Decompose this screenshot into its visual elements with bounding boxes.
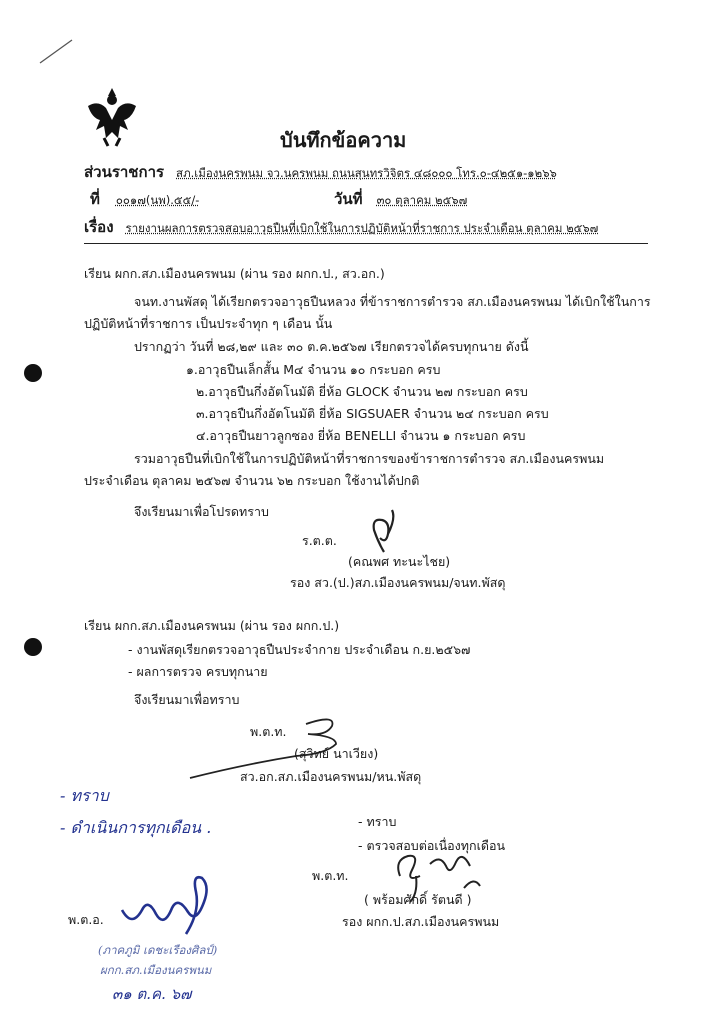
sig3-rank: พ.ต.ท. xyxy=(312,868,349,883)
sig3-position: รอง ผกก.ป.สภ.เมืองนครพนม xyxy=(342,914,500,929)
sig2-rank: พ.ต.ท. xyxy=(250,724,287,739)
sig4-name: (ภาคภูมิ เดชะเรืองศิลป์) xyxy=(98,943,218,957)
date-label: วันที่ xyxy=(334,190,363,208)
ref-row xyxy=(90,187,199,211)
endorse2-line-2: - ตรวจสอบต่อเนื่องทุกเดือน xyxy=(358,838,506,853)
subject-value: รายงานผลการตรวจสอบอาวุธปืนที่เบิกใช้ในการปฏิบัติหน้าที่ราชการ ประจำเดือน ตุลาคม ๒๕๖๗ xyxy=(125,221,599,235)
endorse1-salutation: เรียน ผกก.สภ.เมืองนครพนม (ผ่าน รอง ผกก.ป.) xyxy=(84,618,340,633)
agency-label: ส่วนราชการ xyxy=(84,163,165,181)
sig2-position: สว.อก.สภ.เมืองนครพนม/หน.พัสดุ xyxy=(240,769,422,784)
list-item: ๓.อาวุธปืนกึ่งอัตโนมัติ ยี่ห้อ SIGSUAER จำนวน ๒๔ กระบอก ครบ xyxy=(196,406,549,421)
salutation: เรียน ผกก.สภ.เมืองนครพนม (ผ่าน รอง ผกก.ป., สว.อก.) xyxy=(84,266,385,281)
sig1-name: (คณพศ ทะนะไชย) xyxy=(348,554,451,569)
handwritten-note-1: - ทราบ xyxy=(60,786,109,805)
punch-hole-bottom xyxy=(24,638,42,656)
endorse2-line-1: - ทราบ xyxy=(358,814,397,829)
paragraph-3-line-1: รวมอาวุธปืนที่เบิกใช้ในการปฏิบัติหน้าที่ราชการของข้าราชการตำรวจ สภ.เมืองนครพนม xyxy=(134,451,605,466)
endorse1-line-2: - ผลการตรวจ ครบทุกนาย xyxy=(128,664,268,679)
header-divider xyxy=(84,243,648,244)
date-value: ๓๐ ตุลาคม ๒๕๖๗ xyxy=(376,193,468,207)
ref-label: ที่ xyxy=(90,190,100,208)
agency-value: สภ.เมืองนครพนม จว.นครพนม ถนนสุนทรวิจิตร ๔๘๐๐๐ โทร.๐-๔๒๕๑-๑๒๖๖ xyxy=(176,166,557,180)
list-item: ๑.อาวุธปืนเล็กสั้น M๔ จำนวน ๑๐ กระบอก ครบ xyxy=(186,362,441,377)
handwritten-note-2: - ดำเนินการทุกเดือน . xyxy=(60,818,212,837)
closing-line: จึงเรียนมาเพื่อโปรดทราบ xyxy=(134,504,269,519)
sig2-name: (สุวิทย์ นาเวียง) xyxy=(294,746,379,761)
list-item: ๔.อาวุธปืนยาวลูกซอง ยี่ห้อ BENELLI จำนวน ๑ กระบอก ครบ xyxy=(196,428,526,443)
sig4-date: ๓๑ ต.ค. ๖๗ xyxy=(112,985,192,1003)
date-row xyxy=(334,187,467,211)
sig4-signature xyxy=(116,872,222,942)
garuda-emblem-icon xyxy=(84,86,140,148)
sig3-name: ( พร้อมศักดิ์ รัตนดี ) xyxy=(364,892,472,907)
subject-label: เรื่อง xyxy=(84,218,114,236)
endorse1-closing: จึงเรียนมาเพื่อทราบ xyxy=(134,692,240,707)
paragraph-1-line-2: ปฏิบัติหน้าที่ราชการ เป็นประจำทุก ๆ เดือน นั้น xyxy=(84,316,333,331)
punch-hole-top xyxy=(24,364,42,382)
sig1-position: รอง สว.(ป.)สภ.เมืองนครพนม/จนท.พัสดุ xyxy=(290,575,506,590)
paragraph-3-line-2: ประจำเดือน ตุลาคม ๒๕๖๗ จำนวน ๖๒ กระบอก ใช้งานได้ปกติ xyxy=(84,473,420,488)
sig4-position: ผกก.สภ.เมืองนครพนม xyxy=(100,963,212,977)
sig4-rank: พ.ต.อ. xyxy=(68,912,104,927)
endorse1-line-1: - งานพัสดุเรียกตรวจอาวุธปืนประจำกาย ประจำเดือน ก.ย.๒๕๖๗ xyxy=(128,642,471,657)
paragraph-1-line-1: จนท.งานพัสดุ ได้เรียกตรวจอาวุธปืนหลวง ที่ข้าราชการตำรวจ สภ.เมืองนครพนม ได้เบิกใช้ในการ xyxy=(134,294,651,309)
sig1-rank: ร.ต.ต. xyxy=(302,533,337,548)
agency-row xyxy=(84,160,557,184)
subject-row xyxy=(84,215,598,239)
pen-mark xyxy=(36,36,76,66)
sig1-signature xyxy=(362,508,412,554)
paragraph-2: ปรากฏว่า วันที่ ๒๘,๒๙ และ ๓๐ ต.ค.๒๕๖๗ เรียกตรวจได้ครบทุกนาย ดังนี้ xyxy=(134,339,529,354)
memo-title: บันทึกข้อความ xyxy=(280,128,407,152)
ref-value: ๐๐๑๗(นพ).๕๕/- xyxy=(115,193,200,207)
list-item: ๒.อาวุธปืนกึ่งอัตโนมัติ ยี่ห้อ GLOCK จำนวน ๒๗ กระบอก ครบ xyxy=(196,384,528,399)
